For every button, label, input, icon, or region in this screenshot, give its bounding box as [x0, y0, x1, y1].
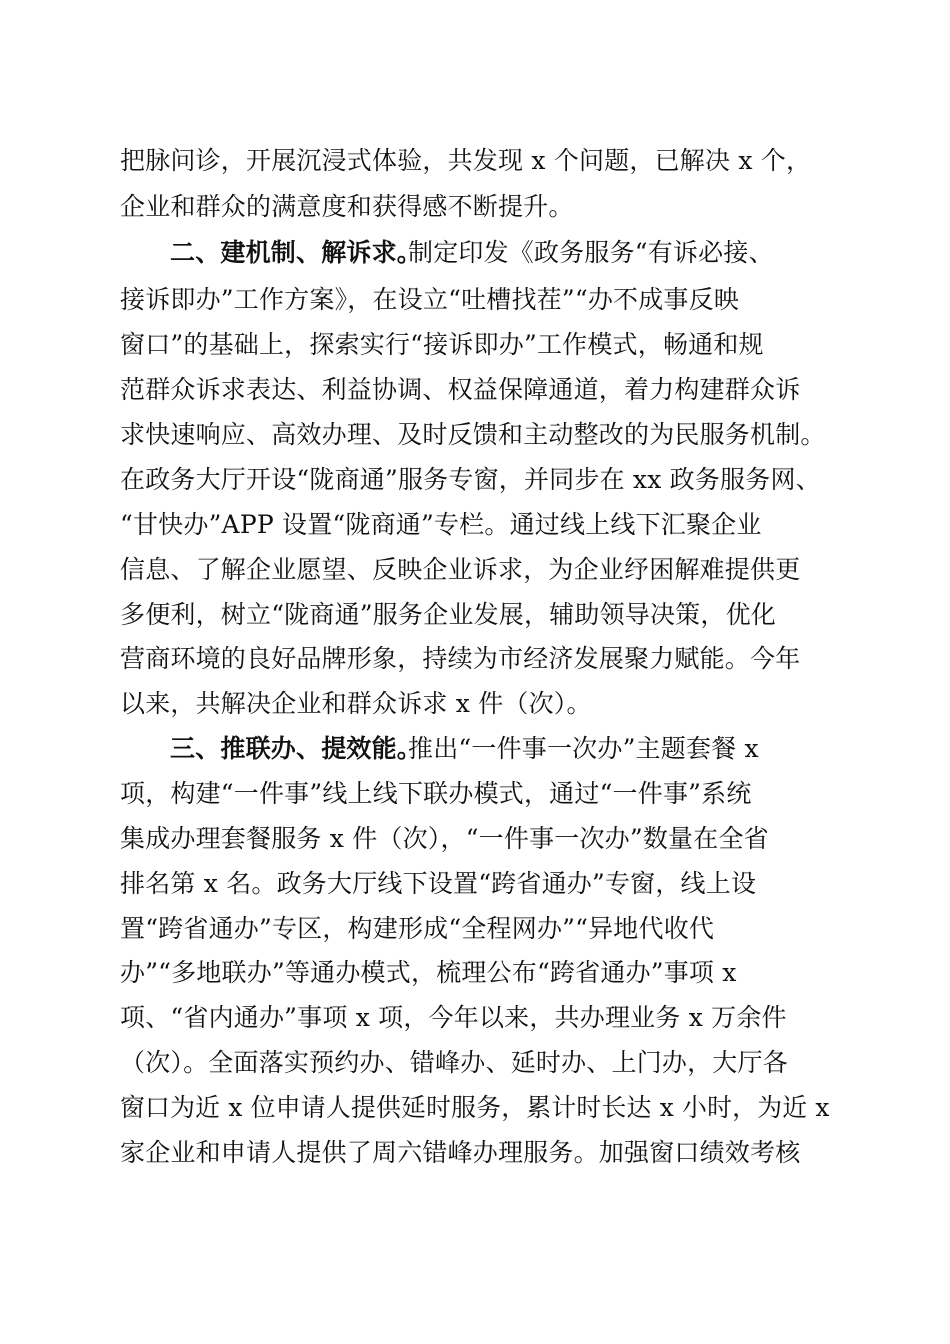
line-text: 家企业和申请人提供了周六错峰办理服务。加强窗口绩效考核	[120, 1138, 801, 1167]
text-line	[0, 1085, 950, 1131]
line-text: 在政务大厅开设“陇商通”服务专窗，并同步在 xx 政务服务网、	[120, 465, 821, 494]
text-line	[0, 367, 950, 413]
line-text: 项、“省内通办”事项 x 项，今年以来，共办理业务 x 万余件	[120, 1003, 787, 1032]
line-text: 求快速响应、高效办理、及时反馈和主动整改的为民服务机制。	[120, 420, 826, 449]
text-line	[0, 861, 950, 907]
text-line	[0, 1040, 950, 1086]
line-text: 集成办理套餐服务 x 件（次），“一件事一次办”数量在全省	[120, 824, 769, 853]
section-3-first-line	[0, 726, 950, 772]
line-text: 多便利，树立“陇商通”服务企业发展，辅助领导决策，优化	[120, 600, 776, 629]
text-line	[0, 184, 950, 230]
line-text: 排名第 x 名。政务大厅线下设置“跨省通办”专窗，线上设	[120, 869, 757, 898]
text-line	[0, 138, 950, 184]
section-2-first-line	[0, 230, 950, 276]
line-text: 以来，共解决企业和群众诉求 x 件（次）。	[120, 689, 592, 718]
line-text: 推出“一件事一次办”主题套餐 x	[408, 734, 759, 763]
text-line	[0, 547, 950, 593]
section-2-heading: 二、建机制、解诉求。	[170, 238, 423, 267]
line-text: 把脉问诊，开展沉浸式体验，共发现 x 个问题，已解决 x 个，	[120, 146, 812, 175]
text-line	[0, 592, 950, 638]
line-text: 置“跨省通办”专区，构建形成“全程网办”“异地代收代	[120, 914, 715, 943]
text-line	[0, 412, 950, 458]
text-line	[0, 322, 950, 368]
text-line	[0, 771, 950, 817]
text-line	[0, 681, 950, 727]
text-line	[0, 816, 950, 862]
text-line	[0, 457, 950, 503]
text-line	[0, 1130, 950, 1176]
text-line	[0, 277, 950, 323]
line-text: 营商环境的良好品牌形象，持续为市经济发展聚力赋能。今年	[120, 644, 801, 673]
text-line	[0, 995, 950, 1041]
line-text: 信息、了解企业愿望、反映企业诉求，为企业纾困解难提供更	[120, 555, 801, 584]
text-line	[0, 950, 950, 996]
line-text: 窗口为近 x 位申请人提供延时服务，累计时长达 x 小时，为近 x	[120, 1093, 830, 1122]
line-text: “甘快办”APP 设置“陇商通”专栏。通过线上线下汇聚企业	[120, 510, 762, 539]
line-text: 制定印发《政务服务“有诉必接、	[408, 238, 774, 267]
line-text: 接诉即办”工作方案》，在设立“吐槽找茬”“办不成事反映	[120, 285, 740, 314]
text-line	[0, 906, 950, 952]
text-line	[0, 636, 950, 682]
line-text: 企业和群众的满意度和获得感不断提升。	[120, 192, 574, 221]
line-text: （次）。全面落实预约办、错峰办、延时办、上门办，大厅各	[120, 1048, 788, 1077]
line-text: 办”“多地联办”等通办模式，梳理公布“跨省通办”事项 x	[120, 958, 737, 987]
line-text: 范群众诉求表达、利益协调、权益保障通道，着力构建群众诉	[120, 375, 801, 404]
section-3-heading: 三、推联办、提效能。	[170, 734, 423, 763]
line-text: 项，构建“一件事”线上线下联办模式，通过“一件事”系统	[120, 779, 752, 808]
line-text: 窗口”的基础上，探索实行“接诉即办”工作模式，畅通和规	[120, 330, 764, 359]
text-line	[0, 502, 950, 548]
